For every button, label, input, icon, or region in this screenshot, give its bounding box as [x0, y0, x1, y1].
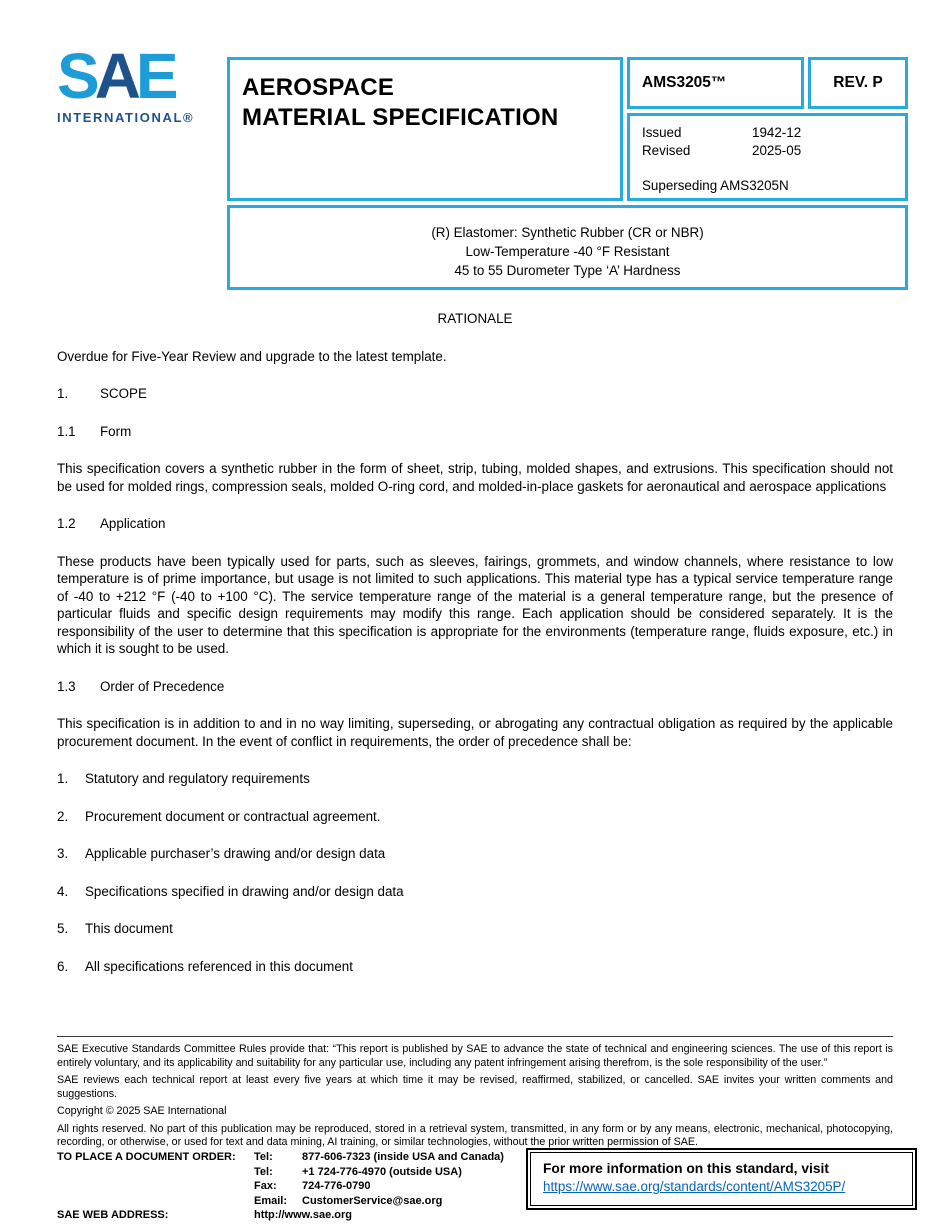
precedence-paragraph: This specification is in addition to and in no way limiting, superseding, or abrogating any contractual obligation as required by the applicable procurement document. In the event of conflict in requirements, the order of precedence shall be: — [57, 716, 893, 749]
contact-value: 877-606-7323 (inside USA and Canada) — [302, 1151, 504, 1163]
dates-block — [627, 113, 908, 201]
sae-logo-letters — [57, 40, 217, 112]
contact-label: Fax: — [254, 1180, 277, 1192]
revised-row — [642, 142, 905, 160]
item-text: This document — [85, 921, 173, 936]
heading-number: 1. — [57, 386, 69, 401]
precedence-item — [57, 883, 893, 901]
revised-value: 2025-05 — [752, 143, 802, 158]
document-body — [57, 310, 893, 995]
precedence-item — [57, 770, 893, 788]
standard-number: AMS3205™ — [627, 57, 804, 109]
title-line-2: Low-Temperature -40 °F Resistant — [465, 244, 670, 259]
title-line-3: 45 to 55 Durometer Type ‘A’ Hardness — [454, 263, 681, 278]
item-text: All specifications referenced in this document — [85, 958, 353, 974]
heading-number: 1.2 — [57, 516, 76, 531]
heading-title: SCOPE — [100, 386, 147, 401]
heading-scope — [57, 385, 893, 403]
heading-title: Order of Precedence — [100, 678, 225, 694]
footer-notice-2: SAE reviews each technical report at least every five years at which time it may be revised, reaffirmed, stabilized, or cancelled. SAE invites your written comments and suggestions. — [57, 1074, 893, 1100]
issued-value: 1942-12 — [752, 125, 802, 140]
order-label: TO PLACE A DOCUMENT ORDER: — [57, 1151, 236, 1163]
heading-form — [57, 423, 893, 441]
web-address-value: http://www.sae.org — [254, 1209, 352, 1221]
footer-divider — [57, 1036, 893, 1037]
form-paragraph: This specification covers a synthetic rubber in the form of sheet, strip, tubing, molded shapes, and extrusions. This specification should not be used for molded rings, compression seals, molded O-ring cord, and molded-in-place gaskets for aeronautical and aerospace applications — [57, 461, 893, 494]
precedence-item — [57, 808, 893, 826]
contact-label: Email: — [254, 1194, 288, 1207]
heading-number: 1.1 — [57, 423, 76, 439]
contact-value: CustomerService@sae.org — [302, 1194, 443, 1207]
contact-value: 724-776-0790 — [302, 1180, 371, 1192]
item-text: Statutory and regulatory requirements — [85, 771, 310, 786]
heading-application — [57, 515, 893, 533]
heading-title: Application — [100, 516, 166, 531]
precedence-item — [57, 845, 893, 863]
footer-rights: All rights reserved. No part of this publication may be reproduced, stored in a retrieval system, transmitted, in any form or by any means, electronic, mechanical, photocopying, recording, or otherwise, or used for text and data mining, AI training, or similar technologies, without the prior written permission of SAE. — [57, 1122, 893, 1148]
precedence-item — [57, 920, 893, 938]
document-order-block — [57, 1150, 527, 1223]
footer-notice-1: SAE Executive Standards Committee Rules provide that: “This report is published by SAE to advance the state of technical and engineering sciences. The use of this report is entirely voluntary, and its applicability and suitability for any particular use, including any patent infringement arising therefrom, is the sole responsibility of the user.” — [57, 1043, 893, 1069]
rationale-text: Overdue for Five-Year Review and upgrade to the latest template. — [57, 348, 447, 364]
heading-title: Form — [100, 423, 132, 439]
item-text: Procurement document or contractual agreement. — [85, 808, 381, 824]
item-number: 5. — [57, 921, 69, 936]
doc-type-line2: MATERIAL SPECIFICATION — [242, 104, 559, 131]
standard-url-link[interactable]: https://www.sae.org/standards/content/AMS3205P/ — [543, 1179, 846, 1194]
issued-row — [642, 124, 905, 142]
doc-type-line1: AEROSPACE — [242, 74, 395, 101]
application-paragraph: These products have been typically used for parts, such as sleeves, fairings, grommets, and window channels, where resistance to low temperature is of prime importance, but usage is not limited to such applications. This material type has a typical service temperature range of -40 to +212 °F (-40 to +100 °C). The service temperature range of the material is a general temperature range, but the presence of particular fluids and specific design requirements may modify this range. Each application should be considered separately. It is the responsibility of the user to determine that this specification is appropriate for the environments (temperature range, fluids exposure, etc.) in which it is sought to be used. — [57, 553, 893, 656]
logo-letter-s: S — [57, 40, 95, 112]
footer-legal-text — [57, 1043, 893, 1154]
item-number: 3. — [57, 846, 69, 861]
item-number: 1. — [57, 771, 69, 786]
item-number: 4. — [57, 883, 69, 899]
more-info-text: For more information on this standard, visit — [543, 1161, 829, 1176]
sae-logo-subtitle: INTERNATIONAL® — [57, 109, 195, 125]
item-text: Applicable purchaser’s drawing and/or design data — [85, 846, 386, 861]
item-text: Specifications specified in drawing and/or design data — [85, 883, 404, 899]
document-type-title — [227, 57, 623, 201]
contact-label: Tel: — [254, 1151, 273, 1163]
revised-label: Revised — [642, 143, 691, 158]
contact-value: +1 724-776-4970 (outside USA) — [302, 1165, 462, 1178]
precedence-item — [57, 958, 893, 976]
superseding-note: Superseding AMS3205N — [642, 178, 789, 193]
heading-order-of-precedence — [57, 678, 893, 696]
rationale-heading: RATIONALE — [437, 311, 513, 326]
heading-number: 1.3 — [57, 678, 76, 694]
issued-label: Issued — [642, 125, 682, 140]
footer-copyright: Copyright © 2025 SAE International — [57, 1105, 227, 1117]
specification-title — [227, 205, 908, 290]
contact-label: Tel: — [254, 1165, 273, 1178]
title-line-1: (R) Elastomer: Synthetic Rubber (CR or NBR) — [431, 225, 704, 240]
item-number: 2. — [57, 808, 69, 824]
revision-label: REV. P — [808, 57, 908, 109]
sae-logo — [57, 40, 217, 125]
logo-letter-e: E — [135, 40, 174, 112]
web-address-label: SAE WEB ADDRESS: — [57, 1209, 169, 1221]
item-number: 6. — [57, 958, 69, 974]
logo-letter-a: A — [94, 40, 136, 112]
header-block — [227, 57, 908, 290]
more-info-box — [530, 1152, 913, 1206]
